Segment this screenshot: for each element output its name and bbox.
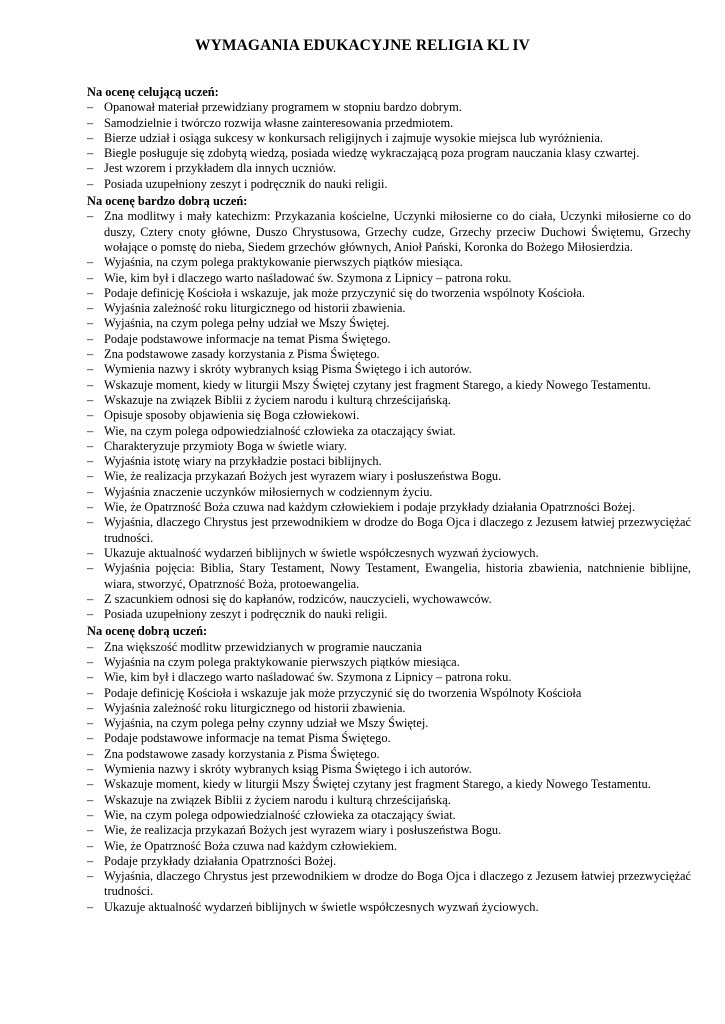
- list-item: – Wyjaśnia zależność roku liturgicznego od historii zbawienia.: [87, 701, 691, 716]
- list-item: – Bierze udział i osiąga sukcesy w konkursach religijnych i zajmuje wysokie miejsca lub wyróżnienia.: [87, 131, 691, 146]
- list-item: – Wskazuje moment, kiedy w liturgii Mszy Świętej czytany jest fragment Starego, a kiedy Nowego Testamentu.: [87, 378, 691, 393]
- section-heading: Na ocenę celującą uczeń:: [87, 85, 219, 99]
- list-item: – Podaje definicję Kościoła i wskazuje, jak może przyczynić się do tworzenia wspólnoty Kościoła.: [87, 286, 691, 301]
- grade-section: [87, 85, 691, 192]
- list-item: – Wyjaśnia pojęcia: Biblia, Stary Testament, Nowy Testament, Ewangelia, historia zbawienia, natchnienie biblijne, wiara, stworzyć, Opatrzność Boża, protoewangelia.: [87, 561, 691, 592]
- list-item: – Wyjaśnia, dlaczego Chrystus jest przewodnikiem w drodze do Boga Ojca i dlaczego z Jezusem łatwiej przezwyciężać trudności.: [87, 869, 691, 900]
- list-item: – Wskazuje na związek Biblii z życiem narodu i kulturą chrześcijańską.: [87, 393, 691, 408]
- list-item: – Opanował materiał przewidziany programem w stopniu bardzo dobrym.: [87, 100, 691, 115]
- list-item: – Wie, na czym polega odpowiedzialność człowieka za otaczający świat.: [87, 424, 691, 439]
- section-heading: Na ocenę dobrą uczeń:: [87, 624, 208, 639]
- list-item: – Wymienia nazwy i skróty wybranych ksiąg Pisma Świętego i ich autorów.: [87, 362, 691, 377]
- grade-section: [87, 624, 691, 915]
- list-item: – Zna podstawowe zasady korzystania z Pisma Świętego.: [87, 747, 691, 762]
- list-item: – Wyjaśnia, na czym polega praktykowanie pierwszych piątków miesiąca.: [87, 255, 691, 270]
- list-item: – Zna podstawowe zasady korzystania z Pisma Świętego.: [87, 347, 691, 362]
- list-item: – Ukazuje aktualność wydarzeń biblijnych w świetle współczesnych wyzwań życiowych.: [87, 900, 691, 915]
- list-item: – Wie, na czym polega odpowiedzialność człowieka za otaczający świat.: [87, 808, 691, 823]
- requirements-list: [87, 640, 691, 915]
- list-item: – Posiada uzupełniony zeszyt i podręcznik do nauki religii.: [87, 607, 691, 622]
- list-item: – Posiada uzupełniony zeszyt i podręcznik do nauki religii.: [87, 177, 691, 192]
- list-item: – Wyjaśnia istotę wiary na przykładzie postaci biblijnych.: [87, 454, 691, 469]
- list-item: – Wyjaśnia, dlaczego Chrystus jest przewodnikiem w drodze do Boga Ojca i dlaczego z Jezusem łatwiej przezwyciężać trudności.: [87, 515, 691, 546]
- list-item: – Zna większość modlitw przewidzianych w programie nauczania: [87, 640, 691, 655]
- list-item: – Podaje podstawowe informacje na temat Pisma Świętego.: [87, 731, 691, 746]
- list-item: – Podaje przykłady działania Opatrzności Bożej.: [87, 854, 691, 869]
- list-item: – Samodzielnie i twórczo rozwija własne zainteresowania przedmiotem.: [87, 116, 691, 131]
- list-item: – Podaje podstawowe informacje na temat Pisma Świętego.: [87, 332, 691, 347]
- list-item: – Jest wzorem i przykładem dla innych uczniów.: [87, 161, 691, 176]
- list-item: – Z szacunkiem odnosi się do kapłanów, rodziców, nauczycieli, wychowawców.: [87, 592, 691, 607]
- section-heading: Na ocenę bardzo dobrą uczeń:: [87, 194, 248, 209]
- list-item: – Opisuje sposoby objawienia się Boga człowiekowi.: [87, 408, 691, 423]
- list-item: – Zna modlitwy i mały katechizm: Przykazania kościelne, Uczynki miłosierne co do ciała, Uczynki miłosierne co do duszy, Cztery cnoty główne, Duszo Chrystusowa, Grzechy cudze, Grzechy przeciw Duchowi Świętemu, Grzechy wołające o pomstę do nieba, Siedem grzechów głównych, Anioł Pański, Koronka do Bożego Miłosierdzia.: [87, 209, 691, 255]
- document-title: WYMAGANIA EDUKACYJNE RELIGIA KL IV: [195, 37, 530, 54]
- requirements-list: [87, 100, 691, 192]
- list-item: – Biegle posługuje się zdobytą wiedzą, posiada wiedzę wykraczającą poza program nauczania klasy czwartej.: [87, 146, 691, 161]
- list-item: – Wie, że Opatrzność Boża czuwa nad każdym człowiekiem i podaje przykłady działania Opatrzności Bożej.: [87, 500, 691, 515]
- list-item: – Wyjaśnia, na czym polega pełny czynny udział we Mszy Świętej.: [87, 716, 691, 731]
- list-item: – Wie, że realizacja przykazań Bożych jest wyrazem wiary i posłuszeństwa Bogu.: [87, 823, 691, 838]
- list-item: – Wskazuje moment, kiedy w liturgii Mszy Świętej czytany jest fragment Starego, a kiedy Nowego Testamentu.: [87, 777, 691, 792]
- grade-section: [87, 194, 691, 622]
- list-item: – Charakteryzuje przymioty Boga w świetle wiary.: [87, 439, 691, 454]
- list-item: – Wskazuje na związek Biblii z życiem narodu i kulturą chrześcijańską.: [87, 793, 691, 808]
- document-body: [87, 85, 691, 917]
- list-item: – Wyjaśnia, na czym polega pełny udział we Mszy Świętej.: [87, 316, 691, 331]
- list-item: – Wyjaśnia zależność roku liturgicznego od historii zbawienia.: [87, 301, 691, 316]
- list-item: – Wyjaśnia na czym polega praktykowanie pierwszych piątków miesiąca.: [87, 655, 691, 670]
- list-item: – Wie, że Opatrzność Boża czuwa nad każdym człowiekiem.: [87, 839, 691, 854]
- list-item: – Podaje definicję Kościoła i wskazuje jak może przyczynić się do tworzenia Wspólnoty Kościoła: [87, 686, 691, 701]
- list-item: – Ukazuje aktualność wydarzeń biblijnych w świetle współczesnych wyzwań życiowych.: [87, 546, 691, 561]
- requirements-list: [87, 209, 691, 622]
- list-item: – Wie, kim był i dlaczego warto naśladować św. Szymona z Lipnicy – patrona roku.: [87, 271, 691, 286]
- list-item: – Wyjaśnia znaczenie uczynków miłosiernych w codziennym życiu.: [87, 485, 691, 500]
- list-item: – Wie, że realizacja przykazań Bożych jest wyrazem wiary i posłuszeństwa Bogu.: [87, 469, 691, 484]
- list-item: – Wymienia nazwy i skróty wybranych ksiąg Pisma Świętego i ich autorów.: [87, 762, 691, 777]
- list-item: – Wie, kim był i dlaczego warto naśladować św. Szymona z Lipnicy – patrona roku.: [87, 670, 691, 685]
